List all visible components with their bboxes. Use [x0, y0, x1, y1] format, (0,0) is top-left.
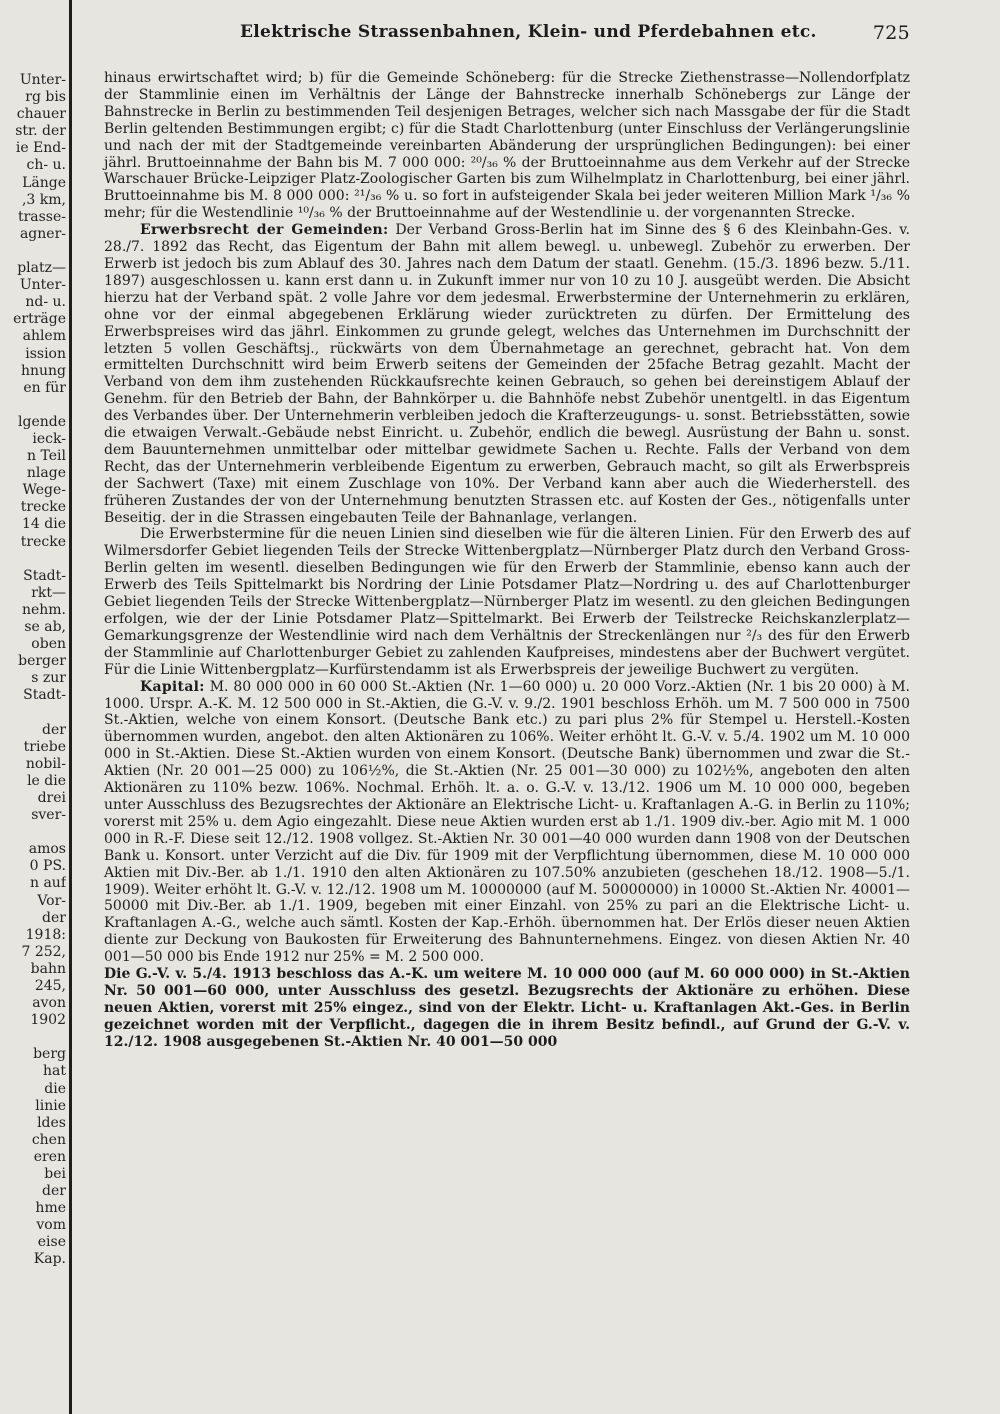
margin-fragment — [0, 704, 66, 721]
margin-fragment: hme — [35, 1200, 66, 1217]
margin-fragment: Länge — [22, 174, 66, 191]
margin-fragment: hat — [43, 1063, 66, 1080]
margin-fragment: berg — [33, 1046, 66, 1063]
margin-fragment: chauer — [16, 106, 66, 123]
margin-fragment: bahn — [30, 960, 66, 977]
margin-fragment: die — [44, 1080, 66, 1097]
margin-fragment: 1902 — [30, 1012, 66, 1029]
margin-fragment — [0, 397, 66, 414]
margin-fragment: drei — [37, 789, 66, 806]
margin-fragment: agner- — [19, 225, 66, 242]
margin-fragment: trecke — [20, 499, 66, 516]
margin-fragment: der — [42, 1183, 66, 1200]
left-margin-fragments — [0, 72, 66, 1269]
paragraph-kapital — [104, 679, 910, 966]
margin-fragment: nlage — [26, 465, 66, 482]
margin-fragment: trasse- — [17, 208, 66, 225]
margin-fragment: 14 die — [22, 516, 66, 533]
margin-fragment: Unter- — [19, 277, 66, 294]
margin-fragment: Kap. — [33, 1251, 66, 1268]
margin-fragment: 7 252, — [21, 943, 66, 960]
margin-fragment: trecke — [20, 533, 66, 550]
text-erwerbsrecht: Der Verband Gross-Berlin hat im Sinne des § 6 des Kleinbahn-Ges. v. 28./7. 1892 das Recht, das Eigentum der Bahn mit allem bewegl. u. unbewegl. Zubehör zu erwerben. Der Erwerb ist jedoch bis zum Ablauf des 30. Jahres nach dem Datum der staatl. Genehm. (15./3. 1896 bezw. 5./11. 1897) ausgeschlossen u. kann erst dann u. in Zukunft immer nur von 10 zu 10 J. ausgeübt werden. Die Absicht hierzu hat der Verband spät. 2 volle Jahre vor dem jedesmal. Erwerbstermine der Unternehmerin zu erklären, ohne vor der einmal abgegebenen Erklärung wieder zurücktreten zu dürfen. Der Ermittelung des Erwerbspreises wird das jährl. Einkommen zu grunde gelegt, welches das Unternehmen im Durchschnitt der letzten 5 vollen Geschäftsj., rückwärts von dem Übernahmetage an gerechnet, gebracht hat. Von dem ermittelten Durchschnitt wird beim Erwerb seitens der Gemeinden der 25fache Betrag gezahlt. Macht der Verband von dem ihm zustehenden Rückkaufsrechte keinen Gebrauch, so gehen bei dereinstigem Ablauf der Genehm. für den Betrieb der Bahn, der Bahnkörper u. die Bahnhöfe nebst Zubehör unentgeltl. in das Eigentum des Verbandes über. Der Unternehmerin verbleiben jedoch die Krafterzeugungs- u. sonst. Betriebsstätten, sowie die etwaigen Verwalt.-Gebäude nebst Einricht. u. Zubehör, endlich die bewegl. Ausrüstung der Bahn u. sonst. dem Bauunternehmen unmittelbar oder mittelbar gewidmete Sachen u. Rechte. Falls der Verband von dem Recht, das der Unternehmerin verbleibende Eigentum zu erwerben, Gebrauch macht, so gilt als Erwerbspreis der Sachwert (Taxe) mit einem Zuschlage von 10%. Der Verband kann aber auch die Wiederherstell. des früheren Zustandes der von der Unternehmung benutzten Strassen etc. auf Kosten der Ges., nötigenfalls unter Beseitig. der in die Strassen eingebauten Teile der Bahnanlage, verlangen. — [104, 222, 910, 526]
margin-fragment: sver- — [31, 807, 66, 824]
text-kapital: M. 80 000 000 in 60 000 St.-Aktien (Nr. 1—60 000) u. 20 000 Vorz.-Aktien (Nr. 1 bis 20 000) à M. 1000. Urspr. A.-K. M. 12 500 000 in St.-Aktien, die G.-V. v. 9./2. 1901 beschloss Erhöh. um M. 7 500 000 in 7500 St.-Aktien, welche von einem Konsort. (Deutsche Bank etc.) zu pari plus 2% für Stempel u. Herstell.-Kosten übernommen wurden, angebot. den alten Aktionären zu 106%. Weiter erhöht lt. G.-V. v. 5./4. 1902 um M. 10 000 000 in St.-Aktien. Diese St.-Aktien wurden von einem Konsort. (Deutsche Bank) übernommen und zwar die St.-Aktien (Nr. 20 001—25 000) zu 106½%, die St.-Aktien (Nr. 25 001—30 000) zu 102½%, angeboten den alten Aktionären zu 110% bezw. 106%. Nochmal. Erhöh. lt. a. o. G.-V. v. 13./12. 1906 um M. 10 000 000, begeben unter Ausschluss des Bezugsrechtes der Aktionäre an Elektrische Licht- u. Kraftanlagen A.-G. in Berlin zu 110%; vorerst mit 25% u. dem Agio eingezahlt. Diese neue Aktien wurden erst ab 1./1. 1909 div.-ber. Agio mit M. 1 000 000 in R.-F. Diese seit 12./12. 1908 vollgez. St.-Aktien Nr. 30 001—40 000 wurden dann 1908 von der Deutschen Bank u. Konsort. unter Verzicht auf die Div. für 1909 mit der Verpflichtung übernommen, diese M. 10 000 000 Aktien mit Div.-Ber. ab 1./1. 1910 den alten Aktionären zu 107.50% anzubieten (geschehen 18./12. 1908—5./1. 1909). Weiter erhöht lt. G.-V. v. 12./12. 1908 um M. 10000000 (auf M. 50000000) in 10000 St.-Aktien Nr. 40001—50000 mit Div.-Ber. ab 1./1. 1909, begeben mit einer Einzahl. von 25% zu pari an die Elektrische Licht- u. Kraftanlagen A.-G., welche auch sämtl. Kosten der Kap.-Erhöh. übernommen hat. Der Erlös dieser neuen Aktien diente zur Deckung von Baukosten für Erweiterung des Bahnunternehmens. Eingez. von diesen Aktien Nr. 40 001—50 000 bis Ende 1912 nur 25% = M. 2 500 000. — [104, 678, 910, 966]
margin-fragment: ,3 km, — [21, 191, 66, 208]
heading-erwerbsrecht: Erwerbsrecht der Gemeinden: — [140, 222, 389, 239]
margin-fragment: hnung — [20, 362, 66, 379]
margin-fragment: n auf — [29, 875, 66, 892]
margin-fragment — [0, 1029, 66, 1046]
margin-fragment: rkt— — [31, 584, 66, 601]
margin-fragment — [0, 824, 66, 841]
margin-fragment: 245, — [34, 977, 66, 994]
margin-fragment: linie — [35, 1097, 66, 1114]
margin-fragment: le die — [27, 772, 66, 789]
margin-fragment: ldes — [37, 1114, 66, 1131]
margin-fragment: amos — [28, 841, 66, 858]
margin-fragment: Stadt- — [23, 567, 66, 584]
paragraph-kapital-1913: Die G.-V. v. 5./4. 1913 beschloss das A.-K. um weitere M. 10 000 000 (auf M. 60 000 000) in St.-Aktien Nr. 50 001—60 000, unter Ausschluss des gesetzl. Bezugsrechts der Aktionäre zu erhöhen. Diese neuen Aktien, vorerst mit 25% eingez., sind von der Elektr. Licht- u. Kraftanlagen Akt.-Ges. in Berlin gezeichnet worden mit der Verpflicht., dagegen die in ihrem Besitz befindl., auf Grund der G.-V. v. 12./12. 1908 ausgegebenen St.-Aktien Nr. 40 001—50 000 — [104, 966, 910, 1050]
margin-fragment: vom — [36, 1217, 66, 1234]
margin-fragment: triebe — [23, 738, 66, 755]
margin-fragment: nd- u. — [25, 294, 66, 311]
margin-fragment: ieck- — [32, 430, 66, 447]
margin-fragment: ie End- — [15, 140, 66, 157]
margin-fragment: eren — [33, 1148, 66, 1165]
margin-fragment: Stadt- — [23, 687, 66, 704]
running-header — [180, 22, 910, 46]
margin-fragment: oben — [31, 636, 66, 653]
paragraph-erwerbsrecht — [104, 222, 910, 526]
margin-fragment: der — [42, 721, 66, 738]
heading-kapital: Kapital: — [140, 678, 205, 695]
margin-fragment: nehm. — [21, 601, 66, 618]
margin-fragment: nobil- — [25, 755, 66, 772]
page-number: 725 — [872, 22, 910, 44]
margin-fragment: eise — [37, 1234, 66, 1251]
margin-fragment: 0 PS. — [29, 858, 66, 875]
margin-fragment: se ab, — [24, 619, 66, 635]
margin-fragment: Vor- — [37, 892, 66, 909]
paragraph-erwerbstermine: Die Erwerbstermine für die neuen Linien sind dieselben wie für die älteren Linien. Für den Erwerb des auf Wilmersdorfer Gebiet liegenden Teils der Strecke Wittenbergplatz—Nürnberger Platz durch den Verband Gross-Berlin gelten im wesentl. dieselben Bedingungen wie für den Erwerb der Stammlinie, ebenso kann auch der Erwerb des Teils Spittelmarkt bis Nordring der Linie Potsdamer Platz—Nordring u. des auf Charlottenburger Gebiet liegenden Teils der Strecke Wittenbergplatz—Nürnberger Platz im wesentl. zu den gleichen Bedingungen erfolgen, wie der der Linie Potsdamer Platz—Spittelmarkt. Bei Erwerb der Teilstrecke Reichskanzlerplatz—Gemarkungsgrenze der Westendlinie wird nach dem Verhältnis der Streckenlängen nur ²/₃ des für den Erwerb der Stammlinie auf Charlottenburger Gebiet zu zahlenden Kaufpreises, mindestens aber der Buchwert vergütet. Für die Linie Wittenbergplatz—Kurfürstendamm ist als Erwerbspreis der jeweilige Buchwert zu vergüten. — [104, 526, 910, 678]
margin-fragment: Unter- — [19, 72, 66, 88]
margin-fragment: rg bis — [25, 89, 66, 106]
paragraph-tariff: hinaus erwirtschaftet wird; b) für die Gemeinde Schöneberg: für die Strecke Ziethenstrasse—Nollendorfplatz der Stammlinie einen im Verhältnis der Länge der Bahnstrecke innerhalb Schönebergs zur Länge der Bahnstrecke in Berlin zu bestimmenden Teil desjenigen Betrages, welcher sich nach Massgabe der für die Stadt Berlin geltenden Bestimmungen ergibt; c) für die Stadt Charlottenburg (unter Einschluss der Verlängerungslinie und nach der mit der Stadtgemeinde vereinbarten Abänderung der ursprünglichen Bedingungen): bei einer jährl. Bruttoeinnahme der Bahn bis M. 7 000 000: ²⁰/₃₆ % der Bruttoeinnahme aus dem Verkehr auf der Strecke Warschauer Brücke-Leipziger Platz-Zoologischer Garten bis zum Wilhelmplatz in Charlottenburg, bei einer jährl. Bruttoeinnahme bis M. 8 000 000: ²¹/₃₆ % u. so fort in aufsteigender Skala bei jeder weiteren Million Mark ¹/₃₆ % mehr; für die Westendlinie ¹⁰/₃₆ % der Bruttoeinnahme auf der Westendlinie u. der vorgenannten Strecke. — [104, 70, 910, 222]
margin-fragment: Wege- — [22, 482, 66, 499]
margin-fragment: chen — [31, 1131, 66, 1148]
margin-fragment: avon — [32, 995, 66, 1012]
margin-fragment: bei — [44, 1166, 66, 1182]
margin-fragment — [0, 551, 66, 568]
margin-fragment: der — [42, 909, 66, 926]
margin-fragment: lgende — [18, 413, 66, 430]
margin-fragment: s zur — [31, 670, 66, 687]
margin-fragment: ahlem — [22, 328, 66, 345]
margin-fragment: erträge — [13, 311, 66, 328]
margin-fragment: ission — [25, 345, 66, 362]
main-text-column — [104, 70, 910, 1051]
margin-fragment: str. der — [15, 123, 66, 140]
column-divider — [69, 0, 72, 1414]
margin-fragment: en für — [23, 379, 66, 396]
margin-fragment: n Teil — [27, 448, 66, 465]
margin-fragment — [0, 243, 66, 260]
margin-fragment: 1918: — [25, 926, 66, 943]
margin-fragment: berger — [18, 653, 66, 670]
margin-fragment: platz— — [17, 260, 66, 277]
margin-fragment: ch- u. — [26, 157, 66, 174]
header-title: Elektrische Strassenbahnen, Klein- und Pferdebahnen etc. — [240, 22, 817, 42]
